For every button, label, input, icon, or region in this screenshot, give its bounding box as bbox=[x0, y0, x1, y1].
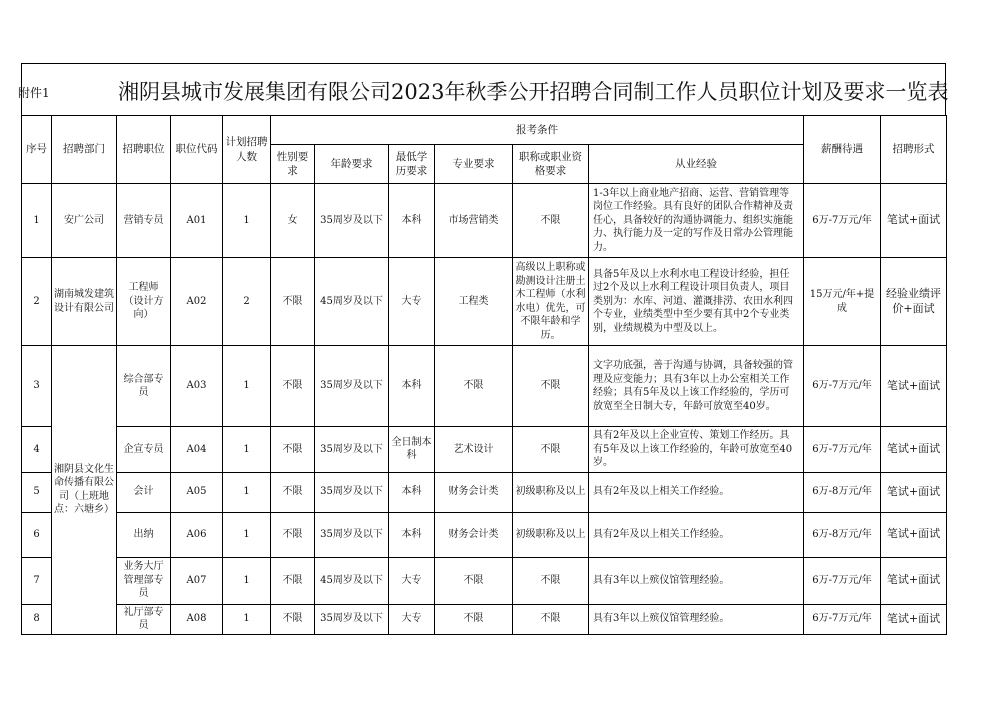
cell-position: 会计 bbox=[117, 472, 171, 512]
cell-count: 1 bbox=[223, 557, 271, 604]
cell-gender: 不限 bbox=[271, 604, 315, 634]
cell-code: A08 bbox=[171, 604, 223, 634]
positions-table bbox=[21, 115, 947, 635]
cell-position: 业务大厅管理部专员 bbox=[117, 557, 171, 604]
cell-seq: 6 bbox=[22, 512, 52, 557]
cell-education: 本科 bbox=[389, 512, 435, 557]
cell-age: 35周岁及以下 bbox=[315, 427, 389, 473]
cell-education: 本科 bbox=[389, 184, 435, 258]
cell-title-req: 不限 bbox=[513, 346, 589, 427]
cell-education: 本科 bbox=[389, 472, 435, 512]
cell-education: 大专 bbox=[389, 258, 435, 346]
cell-code: A07 bbox=[171, 557, 223, 604]
cell-experience: 文字功底强，善于沟通与协调，具备较强的管理及应变能力；具有3年以上办公室相关工作经验；具有5年及以上该工作经验的，学历可放宽至全日制大专，年龄可放宽至40岁。 bbox=[589, 346, 804, 427]
cell-title-req: 初级职称及以上 bbox=[513, 472, 589, 512]
cell-major: 工程类 bbox=[435, 258, 513, 346]
cell-experience: 具有2年及以上相关工作经验。 bbox=[589, 512, 804, 557]
cell-major: 财务会计类 bbox=[435, 472, 513, 512]
cell-experience: 具备5年及以上水利水电工程设计经验，担任过2个及以上水利工程设计项目负责人，项目类别为：水库、河道、灌溉排涝、农田水利四个专业，业绩类型中至少要有其中2个专业类别，业绩规模为中型及以上。 bbox=[589, 258, 804, 346]
cell-seq: 4 bbox=[22, 427, 52, 473]
header-position: 招聘职位 bbox=[117, 116, 171, 184]
cell-seq: 7 bbox=[22, 557, 52, 604]
header-education: 最低学历要求 bbox=[389, 145, 435, 184]
cell-count: 2 bbox=[223, 258, 271, 346]
header-method: 招聘形式 bbox=[881, 116, 947, 184]
table-row bbox=[22, 258, 947, 346]
cell-seq: 5 bbox=[22, 472, 52, 512]
cell-method: 笔试+面试 bbox=[881, 472, 947, 512]
cell-gender: 女 bbox=[271, 184, 315, 258]
cell-experience: 具有2年及以上相关工作经验。 bbox=[589, 472, 804, 512]
cell-method: 笔试+面试 bbox=[881, 512, 947, 557]
cell-position: 综合部专员 bbox=[117, 346, 171, 427]
cell-experience: 具有3年以上殡仪馆管理经验。 bbox=[589, 604, 804, 634]
header-seq: 序号 bbox=[22, 116, 52, 184]
table-row bbox=[22, 184, 947, 258]
cell-position: 企宣专员 bbox=[117, 427, 171, 473]
table-row bbox=[22, 427, 947, 473]
cell-salary: 6万-8万元/年 bbox=[804, 472, 881, 512]
cell-count: 1 bbox=[223, 604, 271, 634]
cell-code: A01 bbox=[171, 184, 223, 258]
cell-title-req: 不限 bbox=[513, 427, 589, 473]
cell-salary: 6万-7万元/年 bbox=[804, 604, 881, 634]
cell-education: 全日制本科 bbox=[389, 427, 435, 473]
cell-gender: 不限 bbox=[271, 472, 315, 512]
cell-position: 营销专员 bbox=[117, 184, 171, 258]
cell-position: 工程师（设计方向） bbox=[117, 258, 171, 346]
cell-count: 1 bbox=[223, 512, 271, 557]
header-experience: 从业经验 bbox=[589, 145, 804, 184]
cell-gender: 不限 bbox=[271, 427, 315, 473]
cell-seq: 8 bbox=[22, 604, 52, 634]
cell-method: 笔试+面试 bbox=[881, 184, 947, 258]
table-row bbox=[22, 604, 947, 634]
table-row bbox=[22, 346, 947, 427]
cell-age: 45周岁及以下 bbox=[315, 557, 389, 604]
cell-count: 1 bbox=[223, 184, 271, 258]
cell-education: 大专 bbox=[389, 604, 435, 634]
cell-gender: 不限 bbox=[271, 512, 315, 557]
cell-method: 笔试+面试 bbox=[881, 346, 947, 427]
cell-age: 35周岁及以下 bbox=[315, 512, 389, 557]
header-gender: 性别要求 bbox=[271, 145, 315, 184]
header-title-req: 职称或职业资格要求 bbox=[513, 145, 589, 184]
cell-code: A05 bbox=[171, 472, 223, 512]
cell-salary: 6万-7万元/年 bbox=[804, 427, 881, 473]
header-dept: 招聘部门 bbox=[52, 116, 117, 184]
recruitment-sheet bbox=[18, 63, 949, 635]
cell-age: 35周岁及以下 bbox=[315, 184, 389, 258]
cell-education: 本科 bbox=[389, 346, 435, 427]
cell-dept: 湖南城发建筑设计有限公司 bbox=[52, 258, 117, 346]
cell-salary: 6万-8万元/年 bbox=[804, 512, 881, 557]
cell-age: 35周岁及以下 bbox=[315, 346, 389, 427]
cell-title-req: 高级以上职称或勘测设计注册土木工程师（水利水电）优先，可不限年龄和学历。 bbox=[513, 258, 589, 346]
header-row-1 bbox=[22, 116, 947, 145]
cell-major: 市场营销类 bbox=[435, 184, 513, 258]
cell-experience: 具有2年及以上企业宣传、策划工作经历。具有5年及以上该工作经验的，年龄可放宽至40岁。 bbox=[589, 427, 804, 473]
cell-salary: 6万-7万元/年 bbox=[804, 557, 881, 604]
header-salary: 薪酬待遇 bbox=[804, 116, 881, 184]
header-count: 计划招聘人数 bbox=[223, 116, 271, 184]
cell-major: 财务会计类 bbox=[435, 512, 513, 557]
table-row bbox=[22, 512, 947, 557]
cell-major: 不限 bbox=[435, 346, 513, 427]
cell-experience: 具有3年以上殡仪馆管理经验。 bbox=[589, 557, 804, 604]
cell-method: 笔试+面试 bbox=[881, 557, 947, 604]
cell-age: 45周岁及以下 bbox=[315, 258, 389, 346]
cell-count: 1 bbox=[223, 472, 271, 512]
cell-title-req: 不限 bbox=[513, 557, 589, 604]
cell-code: A04 bbox=[171, 427, 223, 473]
header-code: 职位代码 bbox=[171, 116, 223, 184]
cell-title-req: 不限 bbox=[513, 604, 589, 634]
cell-dept: 安广公司 bbox=[52, 184, 117, 258]
cell-seq: 2 bbox=[22, 258, 52, 346]
cell-salary: 6万-7万元/年 bbox=[804, 346, 881, 427]
header-age: 年龄要求 bbox=[315, 145, 389, 184]
cell-method: 笔试+面试 bbox=[881, 427, 947, 473]
cell-method: 经验业绩评价+面试 bbox=[881, 258, 947, 346]
cell-code: A06 bbox=[171, 512, 223, 557]
cell-gender: 不限 bbox=[271, 346, 315, 427]
cell-age: 35周岁及以下 bbox=[315, 472, 389, 512]
cell-salary: 15万元/年+提成 bbox=[804, 258, 881, 346]
cell-count: 1 bbox=[223, 346, 271, 427]
cell-seq: 3 bbox=[22, 346, 52, 427]
cell-position: 礼厅部专员 bbox=[117, 604, 171, 634]
table-row bbox=[22, 472, 947, 512]
cell-experience: 1-3年以上商业地产招商、运营、营销管理等岗位工作经验。具有良好的团队合作精神及责任心，具备较好的沟通协调能力、组织实施能力、执行能力及一定的写作及日常办公管理能力。 bbox=[589, 184, 804, 258]
cell-count: 1 bbox=[223, 427, 271, 473]
cell-major: 艺术设计 bbox=[435, 427, 513, 473]
cell-method: 笔试+面试 bbox=[881, 604, 947, 634]
title-row bbox=[18, 63, 949, 115]
cell-education: 大专 bbox=[389, 557, 435, 604]
cell-code: A03 bbox=[171, 346, 223, 427]
cell-title-req: 初级职称及以上 bbox=[513, 512, 589, 557]
cell-code: A02 bbox=[171, 258, 223, 346]
attachment-label: 附件1 bbox=[18, 86, 50, 100]
header-conditions: 报考条件 bbox=[271, 116, 804, 145]
cell-position: 出纳 bbox=[117, 512, 171, 557]
cell-gender: 不限 bbox=[271, 557, 315, 604]
cell-major: 不限 bbox=[435, 604, 513, 634]
document-title: 湘阴县城市发展集团有限公司2023年秋季公开招聘合同制工作人员职位计划及要求一览表 bbox=[118, 80, 949, 104]
table-row bbox=[22, 557, 947, 604]
header-major: 专业要求 bbox=[435, 145, 513, 184]
cell-title-req: 不限 bbox=[513, 184, 589, 258]
cell-gender: 不限 bbox=[271, 258, 315, 346]
cell-dept: 湘阴县文化生命传播有限公司（上班地点：六塘乡） bbox=[52, 346, 117, 635]
cell-major: 不限 bbox=[435, 557, 513, 604]
cell-seq: 1 bbox=[22, 184, 52, 258]
cell-salary: 6万-7万元/年 bbox=[804, 184, 881, 258]
cell-age: 35周岁及以下 bbox=[315, 604, 389, 634]
